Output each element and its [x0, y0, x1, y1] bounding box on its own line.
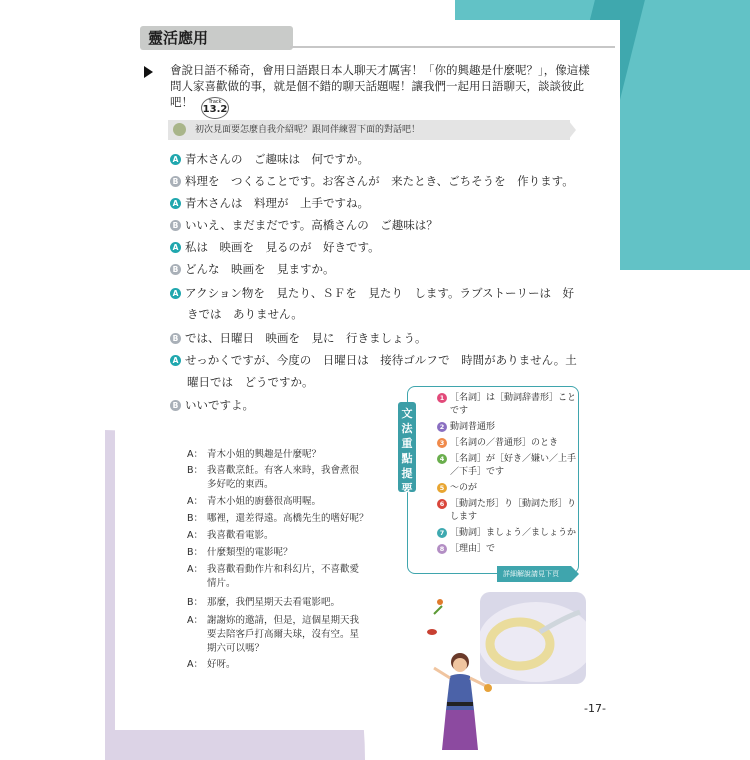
grammar-item	[450, 405, 468, 417]
grammar-number-badge: 6	[437, 499, 447, 509]
translation-speaker: A：	[187, 449, 203, 460]
prompt-bar-fold	[568, 120, 576, 140]
translation-line	[187, 642, 264, 656]
dialogue-line	[170, 240, 380, 255]
translation-line	[187, 448, 321, 462]
grammar-number-badge: 3	[437, 438, 447, 448]
grammar-number-badge: 2	[437, 422, 447, 432]
dialogue-line	[170, 174, 574, 189]
grammar-number-badge: 7	[437, 528, 447, 538]
speaker-badge: A	[170, 288, 181, 299]
grammar-text: ～のが	[450, 483, 478, 493]
speaker-badge: B	[170, 176, 181, 187]
translation-line	[187, 478, 274, 492]
woman-illustration	[420, 592, 495, 750]
translation-line	[187, 658, 236, 672]
grammar-number-badge: 4	[437, 454, 447, 464]
track-number: 13.2	[202, 104, 228, 115]
grammar-number-badge: 5	[437, 483, 447, 493]
dialogue-line	[187, 375, 314, 390]
grammar-item	[437, 453, 576, 465]
dialogue-line	[170, 398, 254, 413]
translation-text: 什麼類型的電影呢？	[207, 547, 293, 558]
translation-text: 謝謝妳的邀請，但是，這個星期天我	[207, 615, 360, 626]
dialogue-line	[170, 196, 369, 211]
dialogue-text: 青木さんは 料理が 上手ですね。	[185, 196, 369, 210]
grammar-title-char: 重	[401, 437, 413, 450]
grammar-text: ［動詞た形］り［動詞た形］り	[450, 499, 577, 509]
track-label: Track	[208, 99, 222, 105]
dialogue-text: 料理を つくることです。お客さんが 来たとき、ごちそうを 作ります。	[185, 174, 574, 188]
grammar-item	[437, 392, 576, 404]
prompt-text: 初次見面要怎麼自我介紹呢？跟同伴練習下面的對話吧！	[195, 125, 421, 135]
speaker-badge: B	[170, 333, 181, 344]
dialogue-text: せっかくですが、今度の 日曜日は 接待ゴルフで 時間がありません。土	[185, 353, 577, 367]
translation-line	[187, 577, 236, 591]
translation-speaker: B：	[187, 597, 204, 608]
translation-speaker: A：	[187, 530, 203, 541]
speaker-badge: B	[170, 220, 181, 231]
translation-text: 多好吃的東西。	[207, 479, 274, 490]
grammar-text: ［動詞］ましょう／ましょうか	[450, 528, 577, 538]
dialogue-line	[170, 218, 438, 233]
dialogue-text: 曜日では どうですか。	[187, 375, 314, 389]
grammar-item	[437, 437, 558, 449]
dialogue-text: きでは ありません。	[187, 307, 303, 321]
translation-text: 青木小姐的廚藝很高明喔。	[207, 496, 322, 507]
translation-line	[187, 546, 293, 560]
grammar-item	[437, 498, 576, 510]
grammar-item	[450, 466, 504, 478]
section-title: 靈活應用	[140, 26, 293, 50]
dialogue-line	[187, 307, 303, 322]
grammar-title-char: 點	[401, 452, 413, 465]
dialogue-text: アクション物を 見たり、ＳＦを 見たり します。ラブストーリーは 好	[185, 286, 575, 300]
translation-line	[187, 614, 359, 628]
grammar-title	[398, 402, 416, 495]
dialogue-line	[170, 152, 369, 167]
translation-text: 要去陪客戶打高爾夫球，沒有空。星	[207, 629, 360, 640]
translation-text: 哪裡，還差得遠。高橋先生的嗜好呢？	[207, 513, 369, 524]
translation-text: 那麼，我們星期天去看電影吧。	[207, 597, 341, 608]
grammar-title-char: 提	[401, 467, 413, 480]
grammar-item	[437, 543, 495, 555]
grammar-item	[450, 511, 477, 523]
translation-speaker: B：	[187, 547, 204, 558]
translation-speaker: B：	[187, 465, 204, 476]
intro-arrow-icon	[144, 66, 153, 78]
translation-speaker: A：	[187, 564, 203, 575]
grammar-title-char: 要	[401, 482, 413, 495]
grammar-item	[437, 421, 495, 433]
translation-text: 情片。	[207, 578, 236, 589]
dialogue-text: いいえ、まだまだです。高橋さんの ご趣味は？	[185, 218, 438, 232]
grammar-text: ［名詞の／普通形］のとき	[450, 438, 559, 448]
title-rule	[290, 46, 615, 48]
translation-line	[187, 464, 359, 478]
dialogue-text: いいですよ。	[185, 398, 254, 412]
speaker-badge: B	[170, 264, 181, 275]
speaker-badge: A	[170, 154, 181, 165]
translation-text: 我喜歡看電影。	[207, 530, 274, 541]
translation-text: 青木小姐的興趣是什麼呢？	[207, 449, 322, 460]
grammar-text: ［理由］で	[450, 544, 496, 554]
page-number: -17-	[584, 702, 606, 715]
grammar-title-char: 法	[401, 422, 413, 435]
translation-text: 好呀。	[207, 659, 236, 670]
translation-line	[187, 495, 321, 509]
dialogue-text: どんな 映画を 見ますか。	[185, 262, 335, 276]
grammar-item	[437, 482, 477, 494]
grammar-number-badge: 1	[437, 393, 447, 403]
intro-paragraph: 會說日語不稀奇，會用日語跟日本人聊天才厲害！「你的興趣是什麼呢？」，像這樣問人家喜歡做的事，就是個不錯的聊天話題喔！讓我們一起用日語聊天，談談彼此吧！	[170, 63, 590, 109]
translation-line	[187, 628, 359, 642]
grammar-text: です	[450, 406, 469, 416]
detail-link[interactable]: 詳細解說請見下頁	[497, 566, 571, 582]
translation-line	[187, 512, 369, 526]
speaker-badge: A	[170, 198, 181, 209]
speaker-badge: A	[170, 355, 181, 366]
dialogue-text: 青木さんの ご趣味は 何ですか。	[185, 152, 369, 166]
translation-speaker: A：	[187, 659, 203, 670]
translation-speaker: A：	[187, 496, 203, 507]
dialogue-line	[170, 353, 577, 368]
grammar-text: します	[450, 512, 478, 522]
dialogue-line	[170, 286, 574, 301]
audio-track-badge[interactable]	[201, 97, 229, 119]
dialogue-text: では、日曜日 映画を 見に 行きましょう。	[185, 331, 427, 345]
translation-line	[187, 563, 359, 577]
speaker-badge: B	[170, 400, 181, 411]
translation-text: 期六可以嗎？	[207, 643, 265, 654]
dialogue-line	[170, 331, 427, 346]
grammar-text: ［名詞］が［好き／嫌い／上手	[450, 454, 577, 464]
detail-arrow-icon	[571, 566, 579, 582]
grammar-title-char: 文	[401, 407, 413, 420]
speaker-badge: A	[170, 242, 181, 253]
dialogue-line	[170, 262, 335, 277]
translation-speaker: A：	[187, 615, 203, 626]
grammar-text: ／下手］です	[450, 467, 505, 477]
translation-speaker: B：	[187, 513, 204, 524]
grammar-item	[437, 527, 576, 539]
translation-line	[187, 596, 340, 610]
prompt-dot-icon	[173, 123, 186, 136]
translation-text: 我喜歡烹飪。有客人來時，我會煮很	[207, 465, 360, 476]
food-photo	[480, 592, 586, 684]
translation-text: 我喜歡看動作片和科幻片，不喜歡愛	[207, 564, 360, 575]
grammar-text: ［名詞］は［動詞辞書形］こと	[450, 393, 577, 403]
grammar-text: 動詞普通形	[450, 422, 496, 432]
translation-line	[187, 529, 274, 543]
dialogue-text: 私は 映画を 見るのが 好きです。	[185, 240, 380, 254]
grammar-number-badge: 8	[437, 544, 447, 554]
